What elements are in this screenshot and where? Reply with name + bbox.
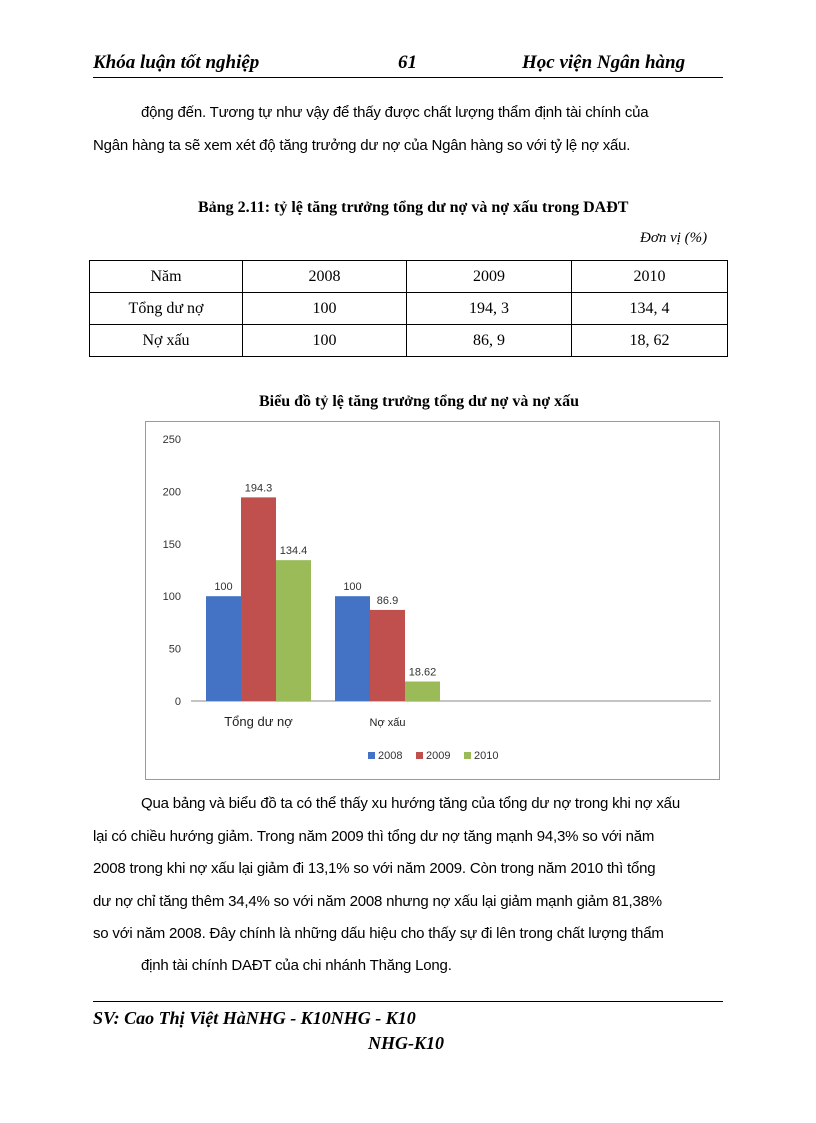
table-header-cell: Năm xyxy=(90,261,243,293)
header-right: Học viện Ngân hàng xyxy=(522,52,686,73)
table-cell: 100 xyxy=(243,325,407,357)
y-tick-label: 250 xyxy=(162,434,181,446)
header-rule xyxy=(93,77,723,78)
conclusion-line: định tài chính DAĐT của chi nhánh Thăng Long. xyxy=(141,957,452,974)
bar-2008 xyxy=(206,596,241,701)
bar-2009 xyxy=(241,497,276,701)
table-header-cell: 2010 xyxy=(572,261,728,293)
data-table xyxy=(89,260,728,357)
table-cell: 100 xyxy=(243,293,407,325)
bar-2008 xyxy=(335,596,370,701)
table-cell: 194, 3 xyxy=(407,293,572,325)
footer-class: NHG-K10 xyxy=(368,1033,444,1053)
table-cell: 134, 4 xyxy=(572,293,728,325)
data-label: 18.62 xyxy=(408,666,437,679)
y-tick-label: 100 xyxy=(162,591,181,604)
y-tick-label: 0 xyxy=(174,696,181,708)
legend-label: 2009 xyxy=(426,750,451,762)
data-label: 86.9 xyxy=(376,594,399,607)
bar-2010 xyxy=(405,681,440,701)
chart-container xyxy=(145,421,720,780)
bar-2009 xyxy=(370,610,405,701)
legend-swatch-2009 xyxy=(416,752,423,759)
conclusion-line: 2008 trong khi nợ xấu lại giảm đi 13,1% so với năm 2009. Còn trong năm 2010 thì tổng xyxy=(93,860,656,877)
x-tick-label: Tổng dư nợ xyxy=(224,714,293,729)
page-number: 61 xyxy=(398,52,417,73)
table-cell: 18, 62 xyxy=(572,325,728,357)
table-caption: Bảng 2.11: tỷ lệ tăng trưởng tổng dư nợ và nợ xấu trong DAĐT xyxy=(198,199,629,216)
y-tick-label: 50 xyxy=(168,643,181,656)
legend-label: 2008 xyxy=(378,750,403,762)
y-tick-label: 200 xyxy=(162,486,181,499)
table-cell: 86, 9 xyxy=(407,325,572,357)
x-tick-label: Nợ xấu xyxy=(369,717,406,729)
data-label: 100 xyxy=(214,581,233,594)
conclusion-line: so với năm 2008. Đây chính là những dấu hiệu cho thấy sự đi lên trong chất lượng thẩm xyxy=(93,925,664,942)
footer-rule xyxy=(93,1001,723,1002)
table-cell: Nợ xấu xyxy=(90,325,243,357)
table-row xyxy=(90,325,728,357)
legend-swatch-2010 xyxy=(464,752,471,759)
bar-2010 xyxy=(276,560,311,701)
header-left: Khóa luận tốt nghiệp xyxy=(93,52,260,73)
intro-line: Ngân hàng ta sẽ xem xét độ tăng trưởng dư nợ của Ngân hàng so với tỷ lệ nợ xấu. xyxy=(93,137,631,154)
legend-swatch-2008 xyxy=(368,752,375,759)
legend-label: 2010 xyxy=(474,750,499,762)
table-cell: Tổng dư nợ xyxy=(90,293,243,325)
bar-chart xyxy=(146,422,719,779)
table-header-cell: 2008 xyxy=(243,261,407,293)
table-header-row xyxy=(90,261,728,293)
footer-student: SV: Cao Thị Việt HàNHG - K10NHG - K10 xyxy=(93,1008,416,1028)
intro-line: động đến. Tương tự như vậy để thấy được chất lượng thẩm định tài chính của xyxy=(141,104,649,121)
table-row xyxy=(90,293,728,325)
table-header-cell: 2009 xyxy=(407,261,572,293)
conclusion-line: lại có chiều hướng giảm. Trong năm 2009 thì tổng dư nợ tăng mạnh 94,3% so với năm xyxy=(93,828,655,845)
data-label: 134.4 xyxy=(279,545,308,558)
table-unit: Đơn vị (%) xyxy=(640,230,708,246)
conclusion-line: dư nợ chỉ tăng thêm 34,4% so với năm 2008 nhưng nợ xấu lại giảm mạnh giảm 81,38% xyxy=(93,893,662,910)
chart-title: Biểu đồ tỷ lệ tăng trưởng tổng dư nợ và nợ xấu xyxy=(259,393,580,410)
data-label: 100 xyxy=(343,581,362,594)
y-tick-label: 150 xyxy=(162,538,181,551)
conclusion-line: Qua bảng và biểu đồ ta có thể thấy xu hướng tăng của tổng dư nợ trong khi nợ xấu xyxy=(141,795,680,812)
data-label: 194.3 xyxy=(244,482,273,495)
